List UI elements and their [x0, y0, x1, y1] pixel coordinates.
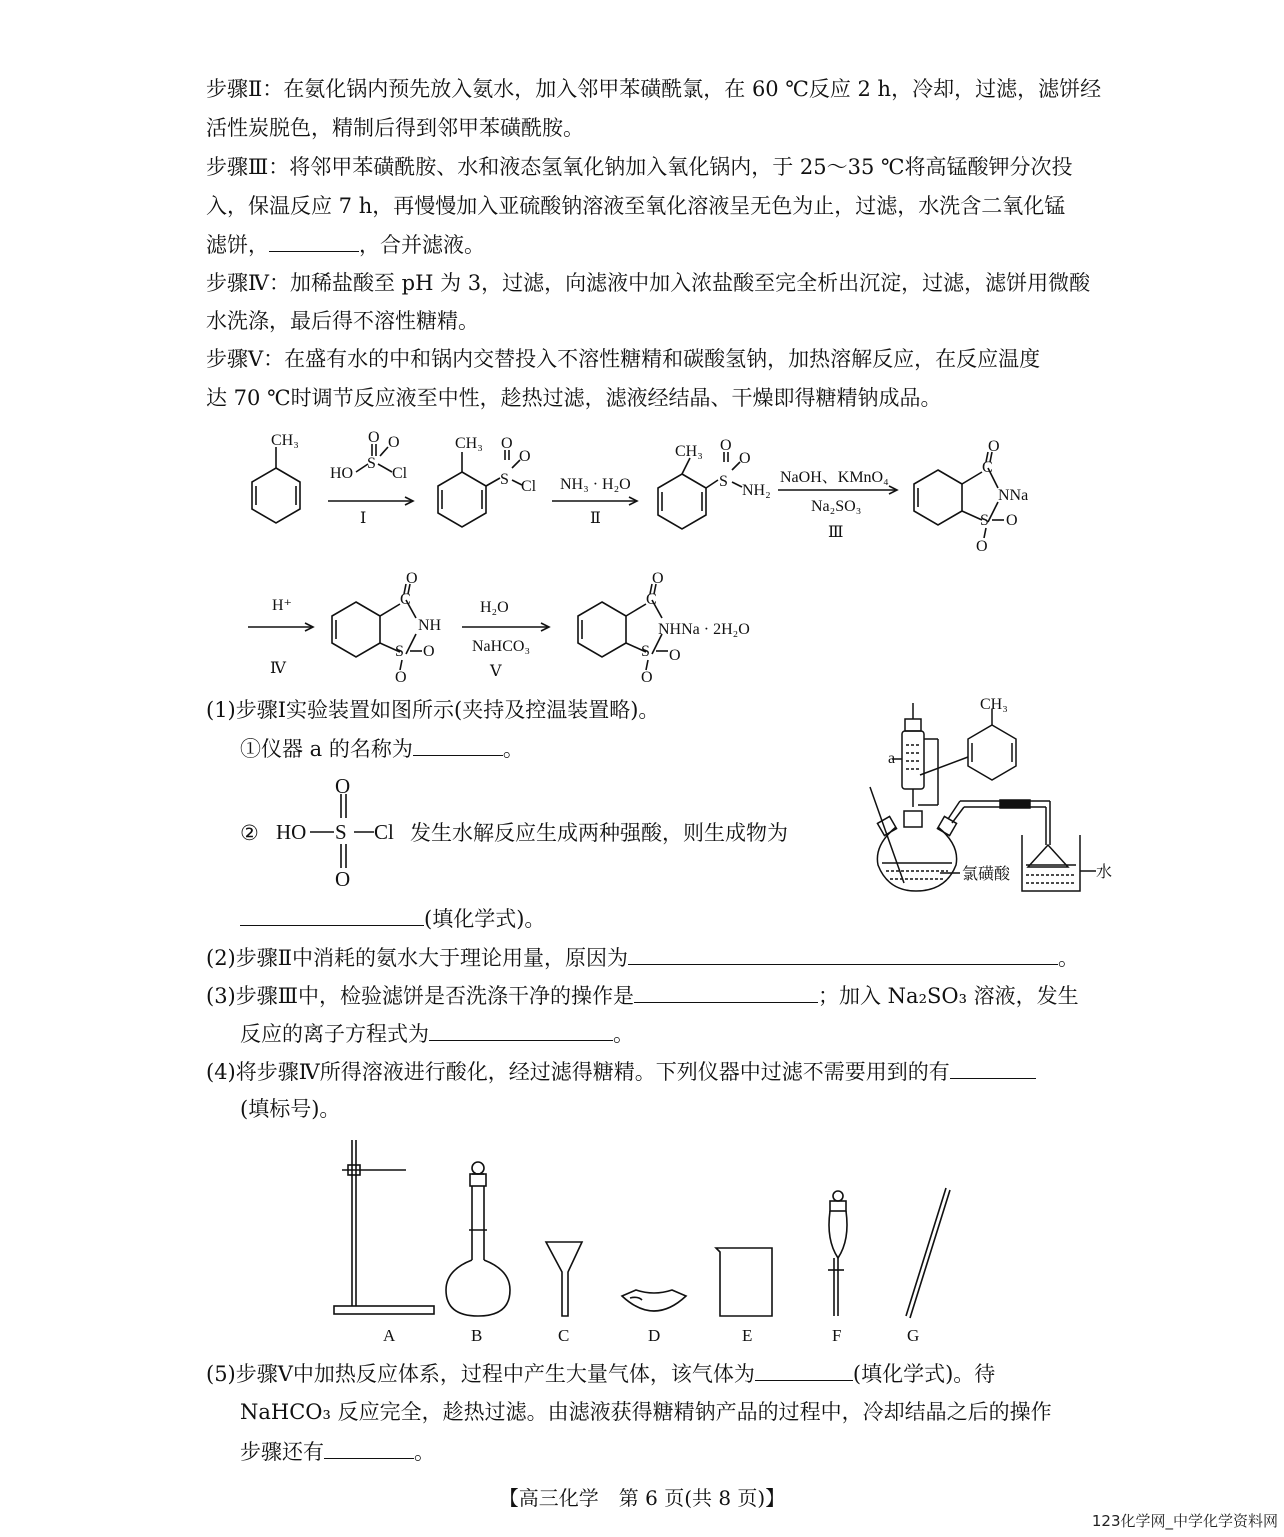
scheme-step2: Ⅱ	[590, 510, 601, 527]
scheme-s-3: S	[719, 473, 728, 490]
instrument-label-e: E	[742, 1326, 753, 1345]
answer-blank-4[interactable]	[950, 1056, 1036, 1079]
question-3-text-c: 反应的离子方程式为	[240, 1022, 429, 1046]
question-5-text-d: 步骤还有	[240, 1440, 324, 1464]
step3-text-b: ，合并滤液。	[359, 233, 485, 257]
scheme-o-7: O	[988, 438, 1000, 455]
question-5-end: 。	[414, 1440, 435, 1464]
question-3-text: (3)步骤Ⅲ中，检验滤饼是否洗涤干净的操作是	[206, 984, 634, 1008]
question-2-text: (2)步骤Ⅱ中消耗的氨水大于理论用量，原因为	[206, 946, 629, 970]
scheme-ch3-1: CH₃	[271, 432, 299, 449]
instrument-label-c: C	[558, 1326, 570, 1345]
question-1-2-num: ②	[240, 821, 259, 845]
scheme-step5: Ⅴ	[490, 663, 502, 680]
apparatus-label-a: a	[888, 750, 896, 767]
scheme-reagent5a: H₂O	[480, 599, 509, 616]
scheme-step4: Ⅳ	[270, 660, 286, 677]
scheme-c-3: C	[646, 591, 657, 608]
scheme-step1: Ⅰ	[360, 510, 367, 527]
scheme-ch3-3: CH₃	[675, 443, 703, 460]
step3-text-a: 滤饼，	[206, 233, 269, 257]
reaction-scheme	[0, 420, 1284, 690]
scheme-reagent2: NH₃ · H₂O	[560, 476, 631, 493]
question-2-end: 。	[1058, 946, 1080, 970]
answer-blank-5-1[interactable]	[755, 1358, 853, 1381]
step4-line1: 步骤Ⅳ：加稀盐酸至 pH 为 3，过滤，向滤液中加入浓盐酸至完全析出沉淀，过滤，滤饼用微酸	[206, 271, 1091, 295]
scheme-o-6: O	[739, 450, 751, 467]
apparatus-ch3: CH₃	[980, 696, 1008, 713]
question-2	[206, 942, 1079, 973]
scheme-o-9: O	[976, 538, 988, 555]
scheme-reagent5b: NaHCO₃	[472, 638, 531, 655]
step3-line2: 入，保温反应 7 h，再慢慢加入亚硫酸钠溶液至氧化溶液呈无色为止，过滤，水洗含二氧化锰	[206, 194, 1066, 218]
chlorosulfonic-acid-structure	[270, 772, 410, 892]
scheme-ch3-2: CH₃	[455, 435, 483, 452]
answer-blank-1-1[interactable]	[413, 733, 503, 756]
scheme-o-8: O	[1006, 512, 1018, 529]
scheme-o-13: O	[652, 570, 664, 587]
scheme-o-14: O	[669, 647, 681, 664]
instrument-label-f: F	[832, 1326, 842, 1345]
question-4-line2: (填标号)。	[240, 1097, 341, 1121]
scheme-o-4: O	[519, 448, 531, 465]
question-5-text: (5)步骤Ⅴ中加热反应体系，过程中产生大量气体，该气体为	[206, 1362, 755, 1386]
question-1-2-answer	[240, 903, 545, 934]
scheme-s-1: S	[367, 455, 376, 472]
instrument-label-d: D	[648, 1326, 661, 1345]
question-5-line2: NaHCO₃ 反应完全，趁热过滤。由滤液获得糖精钠产品的过程中，冷却结晶之后的操作	[240, 1400, 1052, 1424]
scheme-ho: HO	[330, 465, 354, 482]
scheme-o-10: O	[406, 570, 418, 587]
scheme-o-15: O	[641, 669, 653, 686]
scheme-reagent3a: NaOH、KMnO₄	[780, 469, 889, 486]
scheme-product: NHNa · 2H₂O	[658, 621, 750, 638]
question-1-1-text: ①仪器 a 的名称为	[240, 737, 413, 761]
answer-blank-2[interactable]	[628, 942, 1058, 965]
scheme-c-1: C	[982, 459, 993, 476]
structure-o-top: O	[335, 774, 351, 798]
scheme-o-3: O	[501, 435, 513, 452]
structure-s: S	[335, 820, 347, 844]
question-1-2-text: 发生水解反应生成两种强酸，则生成物为	[410, 821, 788, 845]
answer-blank-3-2[interactable]	[429, 1018, 613, 1041]
structure-cl: Cl	[374, 820, 394, 844]
question-3	[206, 980, 1079, 1011]
apparatus-acid-label: 氯磺酸	[962, 866, 1011, 883]
scheme-s-2: S	[500, 471, 509, 488]
answer-blank-1-2[interactable]	[240, 903, 424, 926]
question-4-text: (4)将步骤Ⅳ所得溶液进行酸化，经过滤得糖精。下列仪器中过滤不需要用到的有	[206, 1060, 950, 1084]
step5-line1: 步骤Ⅴ：在盛有水的中和锅内交替投入不溶性糖精和碳酸氢钠，加热溶解反应，在反应温度	[206, 347, 1041, 371]
scheme-cl-1: Cl	[392, 465, 408, 482]
answer-blank-3-1[interactable]	[634, 980, 818, 1003]
scheme-reagent4: H⁺	[272, 597, 292, 614]
scheme-reagent3b: Na₂SO₃	[811, 498, 862, 515]
question-4	[206, 1056, 1036, 1087]
question-3-line2	[240, 1018, 634, 1049]
scheme-step3: Ⅲ	[828, 524, 844, 541]
answer-blank-5-2[interactable]	[324, 1436, 414, 1459]
watermark: 123化学网_中学化学资料网	[1091, 1512, 1278, 1530]
scheme-c-2: C	[400, 591, 411, 608]
scheme-s-6: S	[641, 643, 650, 660]
question-3-text-b: ；加入 Na₂SO₃ 溶液，发生	[818, 984, 1079, 1008]
question-5-line3	[240, 1436, 435, 1467]
step2-line2: 活性炭脱色，精制后得到邻甲苯磺酰胺。	[206, 116, 584, 140]
scheme-s-5: S	[395, 643, 404, 660]
instrument-label-b: B	[471, 1326, 483, 1345]
scheme-o-11: O	[423, 643, 435, 660]
step5-line2: 达 70 ℃时调节反应液至中性，趁热过滤，滤液经结晶、干燥即得糖精钠成品。	[206, 386, 942, 410]
scheme-o-2: O	[388, 434, 400, 451]
scheme-nh2: NH₂	[742, 482, 771, 499]
step3-line1: 步骤Ⅲ：将邻甲苯磺酰胺、水和液态氢氧化钠加入氧化锅内，于 25～35 ℃将高锰酸钾分次投	[206, 155, 1073, 179]
instrument-label-a: A	[383, 1326, 396, 1345]
question-1-1	[240, 733, 524, 764]
scheme-o-12: O	[395, 669, 407, 686]
scheme-cl-2: Cl	[521, 478, 537, 495]
step4-line2: 水洗涤，最后得不溶性糖精。	[206, 309, 479, 333]
answer-blank-step3[interactable]	[269, 229, 359, 252]
question-1-1-end: 。	[502, 737, 524, 761]
instrument-label-g: G	[907, 1326, 920, 1345]
question-3-end: 。	[613, 1022, 634, 1046]
question-1-2	[240, 818, 259, 848]
question-5	[206, 1358, 995, 1389]
scheme-o-1: O	[368, 429, 380, 446]
instruments-figure	[320, 1130, 970, 1330]
apparatus-water-label: 水	[1096, 864, 1113, 881]
scheme-nna: NNa	[998, 487, 1029, 504]
scheme-o-5: O	[720, 437, 732, 454]
question-1: (1)步骤Ⅰ实验装置如图所示(夹持及控温装置略)。	[206, 698, 660, 722]
page-footer: 【高三化学 第 6 页(共 8 页)】	[498, 1486, 786, 1510]
scheme-nh: NH	[418, 617, 442, 634]
question-5-text-b: (填化学式)。待	[852, 1362, 996, 1386]
step3-line3	[206, 229, 485, 260]
scheme-s-4: S	[980, 512, 989, 529]
structure-o-bottom: O	[335, 867, 351, 891]
structure-ho: HO	[276, 820, 307, 844]
step2-line1: 步骤Ⅱ：在氨化锅内预先放入氨水，加入邻甲苯磺酰氯，在 60 ℃反应 2 h，冷却，过滤，滤饼经	[206, 77, 1102, 101]
question-1-2-end: (填化学式)。	[424, 907, 546, 931]
apparatus-figure	[860, 695, 1120, 895]
